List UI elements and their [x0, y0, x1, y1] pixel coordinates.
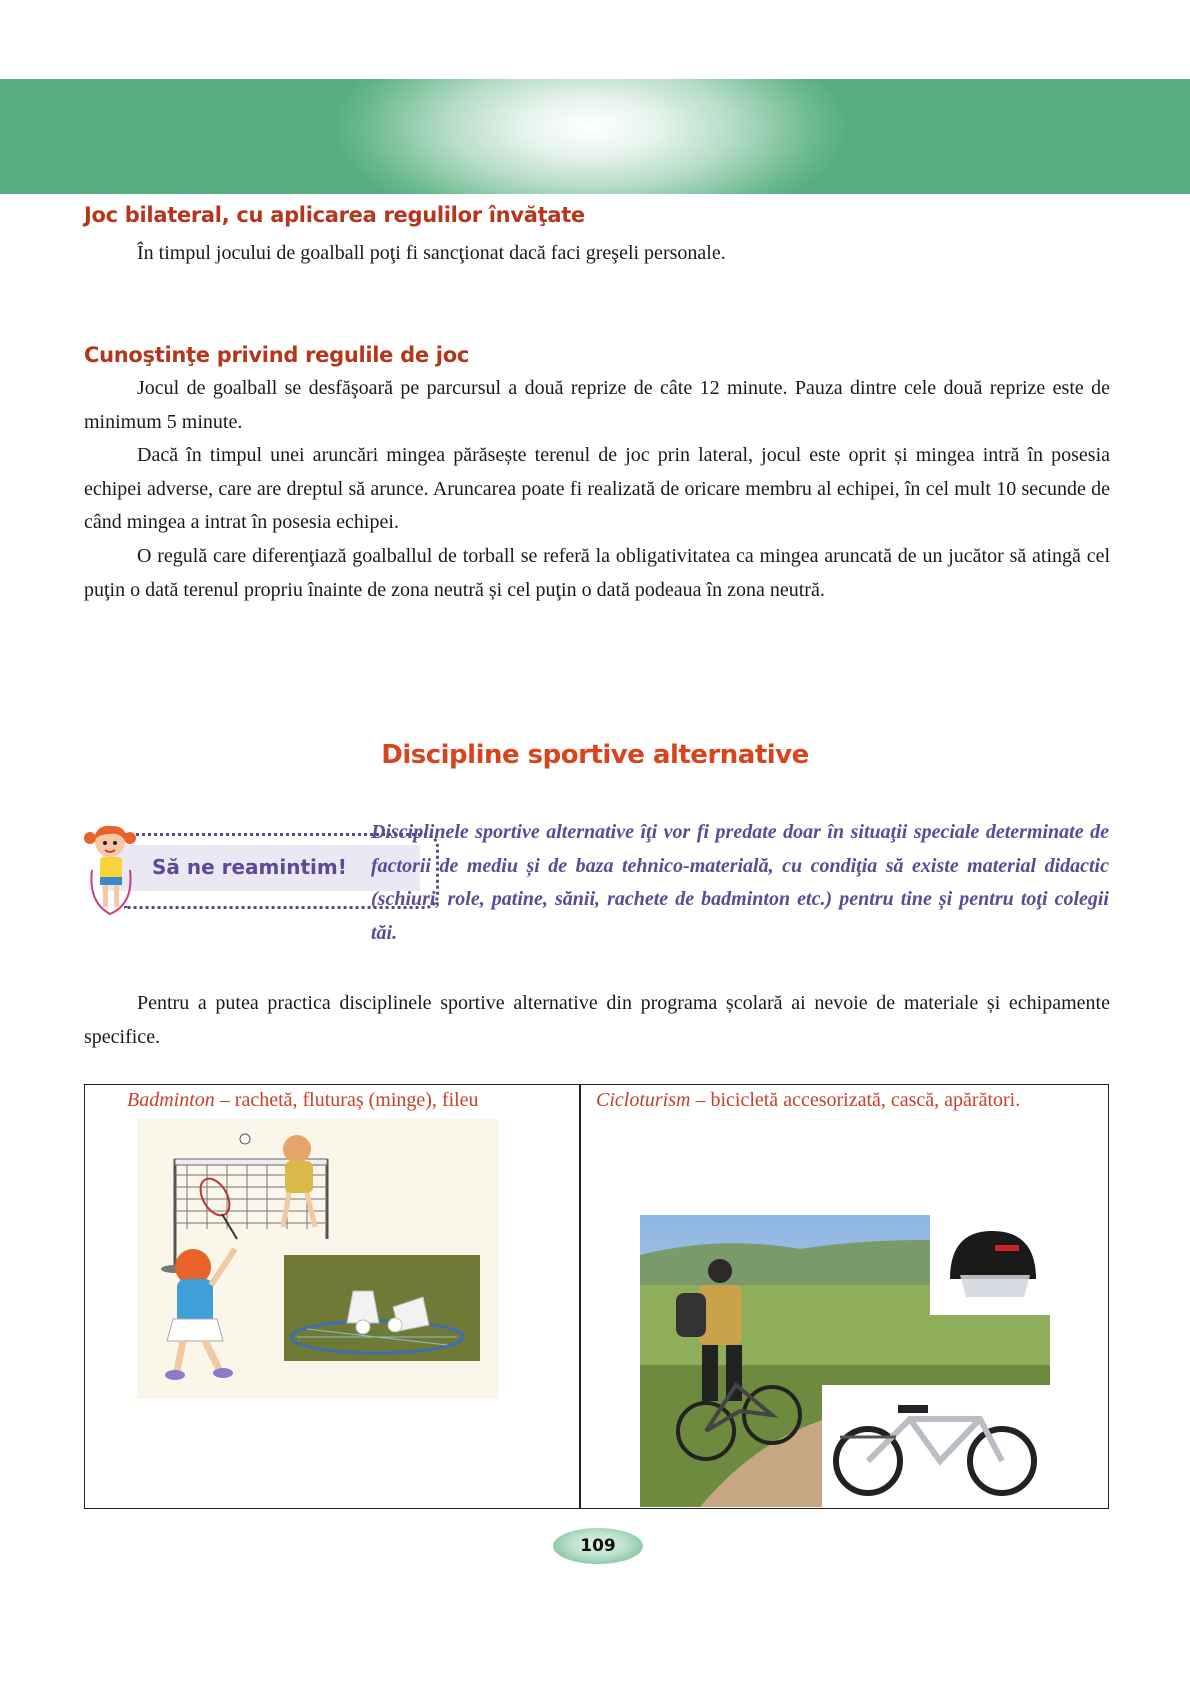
page-number: 109 [553, 1528, 643, 1564]
cycling-photo-collage [640, 1215, 1050, 1507]
badminton-illustration [137, 1119, 499, 1399]
section-title: Discipline sportive alternative [381, 740, 809, 770]
caption-cycling-term: Cicloturism [596, 1089, 691, 1111]
paragraph-sanctions: În timpul jocului de goalball poţi fi sancţionat dacă faci greşeli personale. [137, 242, 726, 264]
heading-joc-bilateral: Joc bilateral, cu aplicarea regulilor învăţate [84, 203, 585, 227]
girl-jumping-rope-illustration [84, 822, 144, 918]
equipment-table [84, 1084, 1109, 1509]
paragraph-intro: Pentru a putea practica disciplinele sportive alternative din programa școlară ai nevoie de materiale și echipamente specifice. [84, 992, 1110, 1048]
caption-badminton [127, 1089, 479, 1112]
remember-text: Disciplinele sportive alternative îţi vor fi predate doar în situaţii speciale determinate de factorii de mediu și de baza tehnico-materială, cu condiţia să existe material didactic (schiuri, role, patine, sănii, rachete de badminton etc.) pentru tine și pentru toţi colegii tăi. [371, 821, 1109, 944]
table-divider [579, 1085, 581, 1508]
paragraph-aruncare: Dacă în timpul unei aruncări mingea părăsește terenul de joc prin lateral, jocul este oprit și mingea intră în posesia echipei adverse, care are dreptul să arunce. Aruncarea poate fi realizată de oricare membru al echipei, în cel mult 10 secunde de când mingea a intrat în posesia echipei. [84, 444, 1110, 533]
caption-badminton-term: Badminton [127, 1089, 215, 1111]
remember-label: Să ne reamintim! [152, 855, 347, 879]
caption-cycling-desc: – bicicletă accesorizată, cască, apărători. [690, 1089, 1021, 1111]
paragraph-regula: O regulă care diferenţiază goalballul de torball se referă la obligativitatea ca mingea aruncată de un jucător să atingă cel puţin o dată terenul propriu înainte de zona neutră și cel puţin o dată podeaua în zona neutră. [84, 545, 1110, 601]
heading-cunostinte: Cunoştinţe privind regulile de joc [84, 343, 469, 367]
caption-badminton-desc: – rachetă, fluturaș (minge), fileu [214, 1089, 479, 1111]
header-banner [0, 79, 1190, 194]
caption-cycling [596, 1089, 1020, 1112]
paragraph-reprize: Jocul de goalball se desfăşoară pe parcursul a două reprize de câte 12 minute. Pauza dintre cele două reprize este de minimum 5 minute. [84, 377, 1110, 433]
